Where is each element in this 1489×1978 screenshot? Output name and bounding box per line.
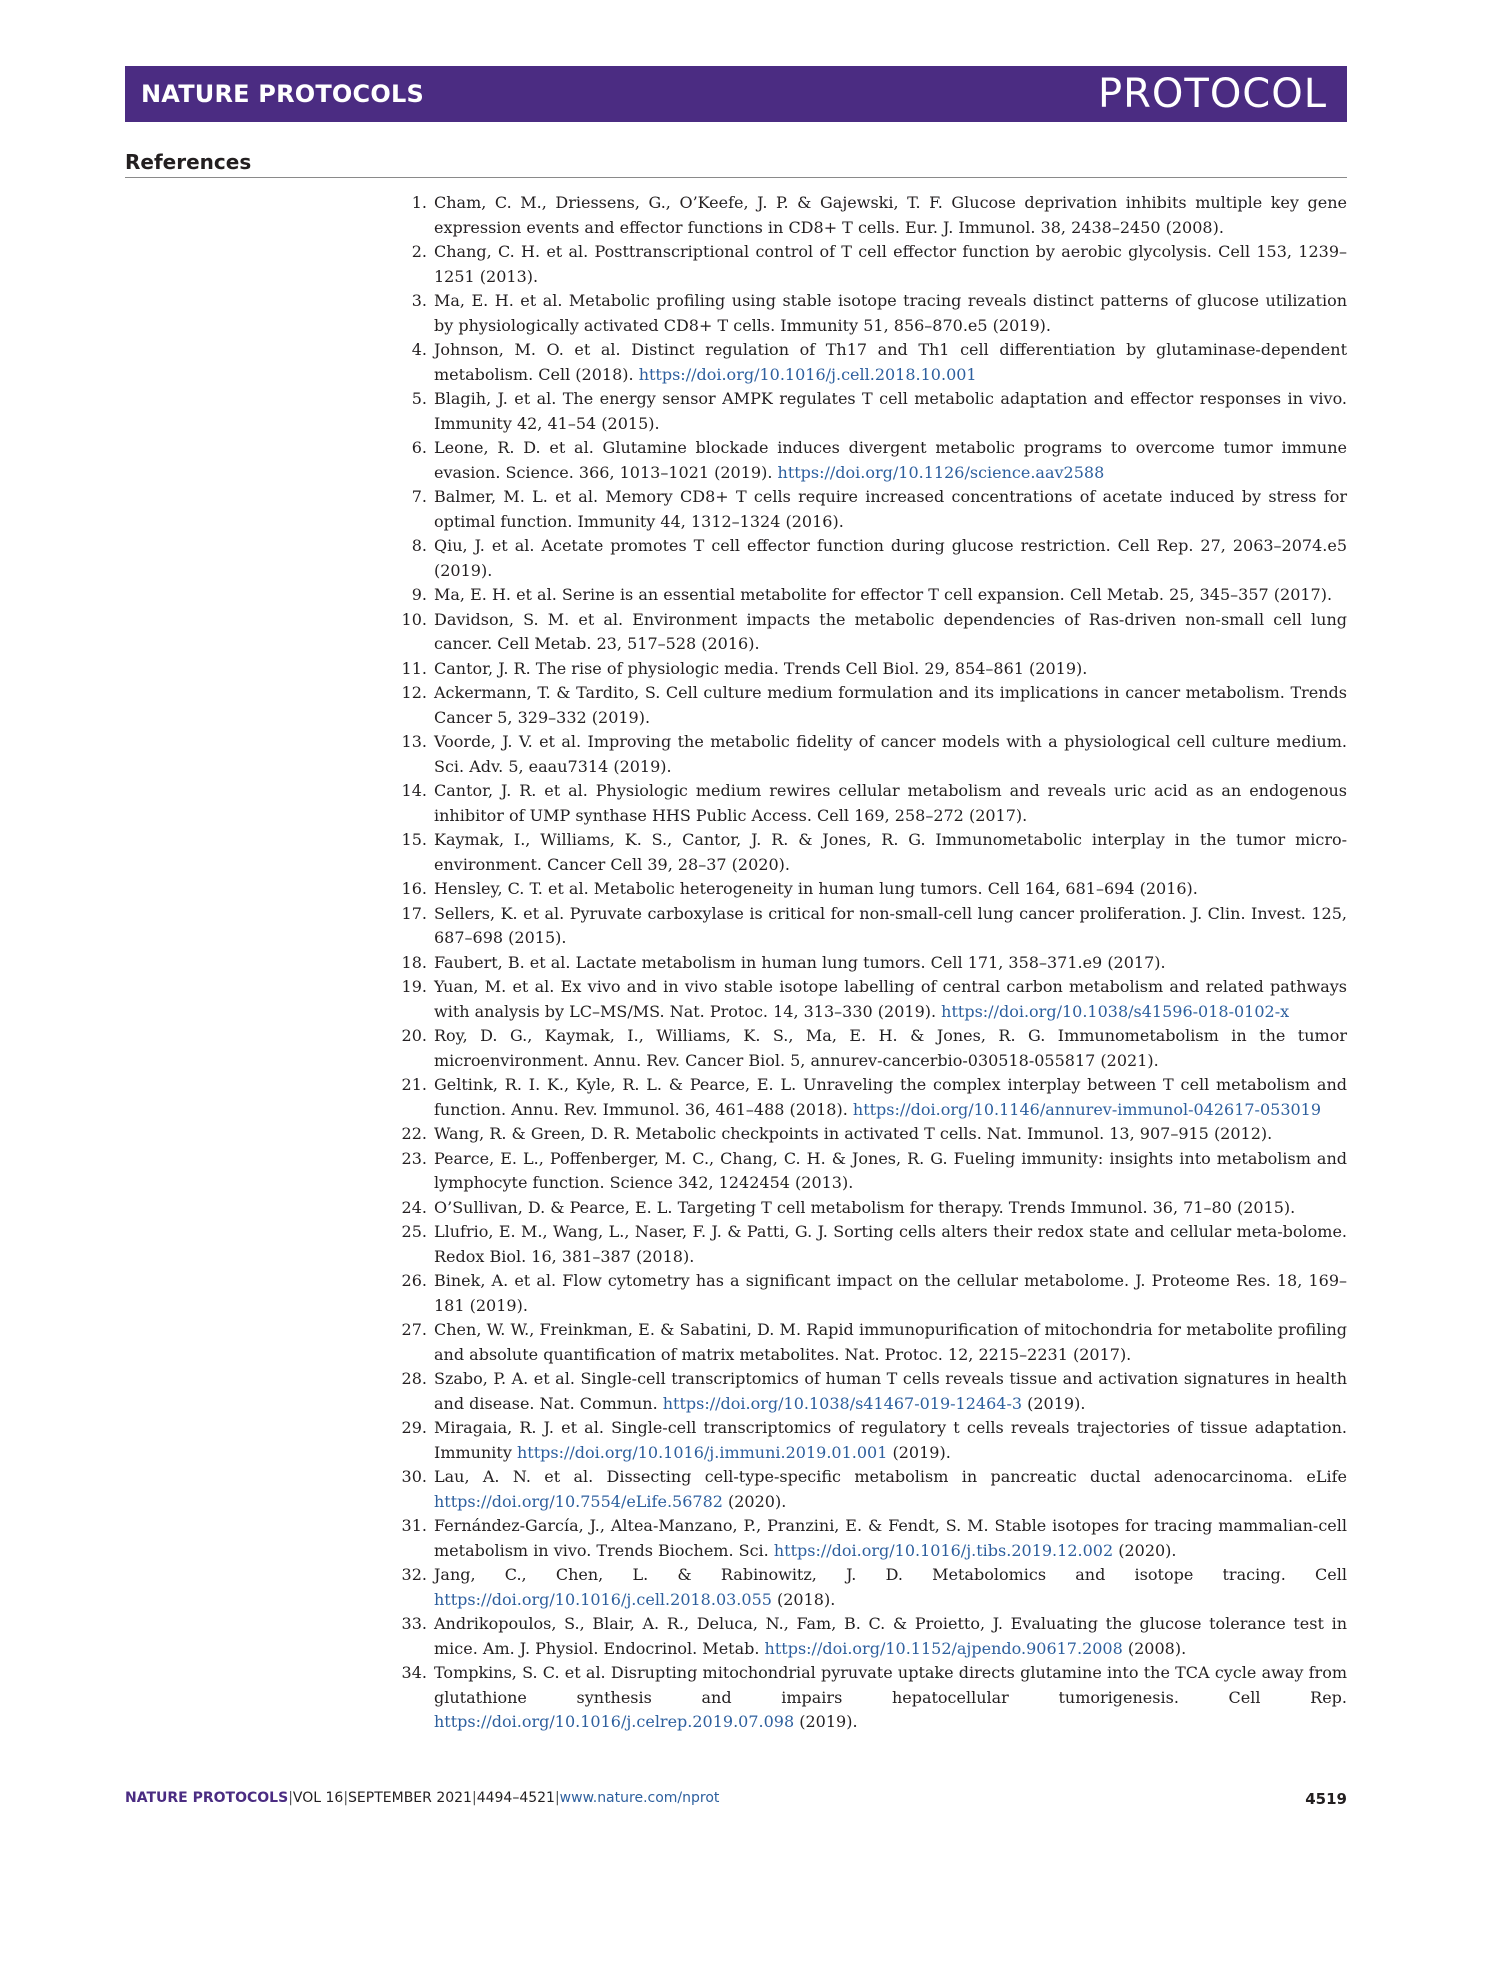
reference-number: 8. <box>411 536 427 555</box>
reference-item <box>396 1416 1347 1465</box>
reference-body <box>434 1465 1347 1514</box>
reference-body <box>434 289 1347 338</box>
footer-journal: NATURE PROTOCOLS <box>125 1790 289 1806</box>
reference-text: O’Sullivan, D. & Pearce, E. L. Targeting T cell metabolism for therapy. Trends Immunol. 36, 71–80 (2015). <box>434 1197 1296 1217</box>
reference-text: Balmer, M. L. et al. Memory CD8+ T cells require increased concentrations of acetate induced by stress for optimal function. Immunity 44, 1312–1324 (2016). <box>434 487 1347 531</box>
reference-body <box>434 951 1347 976</box>
reference-item <box>396 1220 1347 1269</box>
reference-item <box>396 730 1347 779</box>
reference-text: Yuan, M. et al. Ex vivo and in vivo stable isotope labelling of central carbon metabolism and related pathways with analysis by LC–MS/MS. Nat. Protoc. 14, 313–330 (2019). <box>434 977 1347 1021</box>
reference-number: 6. <box>411 438 427 457</box>
reference-number: 1. <box>411 193 427 212</box>
reference-body <box>434 730 1347 779</box>
reference-list <box>396 191 1347 1735</box>
reference-number: 18. <box>401 952 427 972</box>
reference-number: 3. <box>411 291 427 310</box>
reference-item <box>396 975 1347 1024</box>
journal-name: NATURE PROTOCOLS <box>141 80 424 108</box>
reference-text: Pearce, E. L., Poffenberger, M. C., Chang, C. H. & Jones, R. G. Fueling immunity: insights into metabolism and lymphocyte function. Science 342, 1242454 (2013). <box>434 1148 1347 1192</box>
reference-year: (2019). <box>1022 1393 1086 1413</box>
reference-body <box>434 681 1347 730</box>
reference-body <box>434 1024 1347 1073</box>
reference-text: Ackermann, T. & Tardito, S. Cell culture medium formulation and its implications in cancer metabolism. Trends Cancer 5, 329–332 (2019). <box>434 683 1347 727</box>
reference-item <box>396 1612 1347 1661</box>
reference-number: 22. <box>401 1124 427 1143</box>
reference-text: Hensley, C. T. et al. Metabolic heterogeneity in human lung tumors. Cell 164, 681–694 (2016). <box>434 879 1198 898</box>
reference-body <box>434 387 1347 436</box>
reference-body <box>434 240 1347 289</box>
reference-item <box>396 485 1347 534</box>
reference-number: 20. <box>401 1026 427 1045</box>
footer-url-link[interactable]: www.nature.com/nprot <box>559 1790 720 1806</box>
reference-text: Binek, A. et al. Flow cytometry has a significant impact on the cellular metabolome. J. Proteome Res. 18, 169–181 (2019). <box>434 1271 1347 1315</box>
reference-number: 14. <box>401 781 427 800</box>
reference-item <box>396 828 1347 877</box>
reference-text: Faubert, B. et al. Lactate metabolism in human lung tumors. Cell 171, 358–371.e9 (2017). <box>434 952 1166 972</box>
reference-text: Sellers, K. et al. Pyruvate carboxylase is critical for non-small-cell lung cancer proliferation. J. Clin. Invest. 125, 687–698 (2015). <box>434 903 1347 947</box>
reference-item <box>396 608 1347 657</box>
reference-body <box>434 975 1347 1024</box>
reference-year: (2020). <box>722 1491 787 1511</box>
reference-number: 10. <box>401 609 427 629</box>
reference-doi-link[interactable]: https://doi.org/10.1016/j.tibs.2019.12.002 <box>773 1540 1114 1560</box>
reference-item <box>396 1269 1347 1318</box>
reference-item <box>396 338 1347 387</box>
reference-number: 25. <box>401 1222 427 1241</box>
reference-body <box>434 828 1347 877</box>
reference-item <box>396 657 1347 682</box>
reference-text: Johnson, M. O. et al. Distinct regulation of Th17 and Th1 cell differentiation by glutaminase-dependent metabolism. Cell (2018). <box>434 340 1347 384</box>
reference-number: 24. <box>401 1197 427 1217</box>
reference-number: 30. <box>401 1467 427 1486</box>
footer-volume: VOL 16 <box>292 1790 344 1806</box>
reference-number: 19. <box>401 977 427 996</box>
footer-date: SEPTEMBER 2021 <box>348 1790 472 1806</box>
reference-text: Andrikopoulos, S., Blair, A. R., Deluca, N., Fam, B. C. & Proietto, J. Evaluating the glucose tolerance test in mice. Am. J. Physiol. Endocrinol. Metab. <box>434 1614 1347 1658</box>
reference-number: 29. <box>401 1418 427 1437</box>
reference-item <box>396 1318 1347 1367</box>
reference-doi-link[interactable]: https://doi.org/10.1016/j.celrep.2019.07.098 <box>434 1712 795 1731</box>
reference-text: Chen, W. W., Freinkman, E. & Sabatini, D. M. Rapid immunopurification of mitochondria for metabolite profiling and absolute quantification of matrix metabolites. Nat. Protoc. 12, 2215–2231 (2017). <box>434 1320 1347 1364</box>
reference-body <box>434 1318 1347 1367</box>
reference-body <box>434 1416 1347 1465</box>
reference-number: 11. <box>401 658 427 678</box>
reference-doi-link[interactable]: https://doi.org/10.1126/science.aav2588 <box>777 462 1105 482</box>
reference-body <box>434 436 1347 485</box>
reference-body <box>434 1269 1347 1318</box>
reference-text: Qiu, J. et al. Acetate promotes T cell effector function during glucose restriction. Cell Rep. 27, 2063–2074.e5 (2019). <box>434 536 1347 580</box>
reference-doi-link[interactable]: https://doi.org/10.1038/s41596-018-0102-x <box>941 1001 1290 1021</box>
reference-item <box>396 1465 1347 1514</box>
reference-text: Ma, E. H. et al. Serine is an essential metabolite for effector T cell expansion. Cell Metab. 25, 345–357 (2017). <box>434 585 1333 604</box>
reference-item <box>396 436 1347 485</box>
reference-item <box>396 240 1347 289</box>
reference-number: 27. <box>401 1320 427 1339</box>
article-type: PROTOCOL <box>1097 71 1327 117</box>
reference-number: 15. <box>401 830 427 849</box>
reference-text: Jang, C., Chen, L. & Rabinowitz, J. D. Metabolomics and isotope tracing. Cell <box>434 1565 1347 1584</box>
reference-text: Cantor, J. R. The rise of physiologic media. Trends Cell Biol. 29, 854–861 (2019). <box>434 658 1088 678</box>
reference-item <box>396 951 1347 976</box>
page-number: 4519 <box>1305 1790 1347 1808</box>
reference-body <box>434 534 1347 583</box>
reference-year: (2019). <box>887 1442 951 1462</box>
reference-item <box>396 534 1347 583</box>
reference-number: 5. <box>411 389 427 408</box>
reference-text: Roy, D. G., Kaymak, I., Williams, K. S., Ma, E. H. & Jones, R. G. Immunometabolism in the tumor microenvironment. Annu. Rev. Cancer Biol. 5, annurev-cancerbio-030518-055817 (2021). <box>434 1026 1347 1070</box>
reference-item <box>396 583 1347 608</box>
reference-year: (2019). <box>794 1712 858 1731</box>
reference-number: 34. <box>401 1663 427 1682</box>
reference-item <box>396 779 1347 828</box>
reference-number: 33. <box>401 1614 427 1633</box>
reference-item <box>396 1367 1347 1416</box>
reference-item <box>396 1514 1347 1563</box>
reference-doi-link[interactable]: https://doi.org/10.7554/eLife.56782 <box>434 1491 723 1511</box>
reference-doi-link[interactable]: https://doi.org/10.1016/j.cell.2018.03.055 <box>434 1589 772 1609</box>
reference-body <box>434 1563 1347 1612</box>
reference-number: 2. <box>411 242 427 261</box>
reference-text: Cantor, J. R. et al. Physiologic medium rewires cellular metabolism and reveals uric acid as an endogenous inhibitor of UMP synthase HHS Public Access. Cell 169, 258–272 (2017). <box>434 781 1347 825</box>
reference-year: (2008). <box>1122 1638 1187 1658</box>
reference-body <box>434 779 1347 828</box>
reference-body <box>434 1220 1347 1269</box>
reference-number: 17. <box>401 903 427 923</box>
reference-text: Davidson, S. M. et al. Environment impacts the metabolic dependencies of Ras-driven non-small cell lung cancer. Cell Metab. 23, 517–528 (2016). <box>434 609 1347 653</box>
reference-text: Lau, A. N. et al. Dissecting cell-type-specific metabolism in pancreatic ductal adenocarcinoma. eLife <box>434 1467 1347 1486</box>
reference-year: (2020). <box>1113 1540 1177 1560</box>
reference-item <box>396 1563 1347 1612</box>
reference-item <box>396 1196 1347 1221</box>
reference-number: 16. <box>401 879 427 898</box>
reference-body <box>434 1612 1347 1661</box>
reference-doi-link[interactable]: https://doi.org/10.1038/s41467-019-12464-3 <box>662 1393 1023 1413</box>
reference-item <box>396 681 1347 730</box>
reference-doi-link[interactable]: https://doi.org/10.1016/j.immuni.2019.01.001 <box>516 1442 888 1462</box>
reference-body <box>434 191 1347 240</box>
reference-item <box>396 1073 1347 1122</box>
reference-body <box>434 608 1347 657</box>
reference-number: 28. <box>401 1369 427 1388</box>
reference-text: Fernández-García, J., Altea-Manzano, P., Pranzini, E. & Fendt, S. M. Stable isotopes for tracing mammalian-cell metabolism in vivo. Trends Biochem. Sci. <box>434 1516 1347 1560</box>
reference-number: 31. <box>401 1516 427 1535</box>
reference-body <box>434 657 1347 682</box>
reference-text: Cham, C. M., Driessens, G., O’Keefe, J. P. & Gajewski, T. F. Glucose deprivation inhibits multiple key gene expression events and effector functions in CD8+ T cells. Eur. J. Immunol. 38, 2438–2450 (2008). <box>434 193 1347 237</box>
reference-text: Kaymak, I., Williams, K. S., Cantor, J. R. & Jones, R. G. Immunometabolic interplay in the tumor micro-environment. Cancer Cell 39, 28–37 (2020). <box>434 830 1347 874</box>
reference-number: 32. <box>401 1565 427 1584</box>
reference-body <box>434 1661 1347 1735</box>
reference-item <box>396 1122 1347 1147</box>
footer-citation: NATURE PROTOCOLS|VOL 16|SEPTEMBER 2021|4494–4521|www.nature.com/nprot <box>125 1790 720 1806</box>
reference-number: 4. <box>411 340 427 359</box>
reference-year: (2018). <box>771 1589 836 1609</box>
reference-text: Szabo, P. A. et al. Single-cell transcriptomics of human T cells reveals tissue and activation signatures in health and disease. Nat. Commun. <box>434 1369 1347 1413</box>
reference-number: 21. <box>401 1075 427 1094</box>
reference-text: Leone, R. D. et al. Glutamine blockade induces divergent metabolic programs to overcome tumor immune evasion. Science. 366, 1013–1021 (2019). <box>434 438 1347 482</box>
reference-text: Chang, C. H. et al. Posttranscriptional control of T cell effector function by aerobic glycolysis. Cell 153, 1239–1251 (2013). <box>434 242 1347 286</box>
reference-item <box>396 289 1347 338</box>
reference-number: 26. <box>401 1271 427 1290</box>
reference-item <box>396 1147 1347 1196</box>
reference-number: 12. <box>401 683 427 702</box>
reference-body <box>434 1147 1347 1196</box>
reference-doi-link[interactable]: https://doi.org/10.1152/ajpendo.90617.2008 <box>764 1638 1123 1658</box>
reference-item <box>396 1024 1347 1073</box>
reference-number: 13. <box>401 732 427 751</box>
reference-text: Ma, E. H. et al. Metabolic profiling using stable isotope tracing reveals distinct patterns of glucose utilization by physiologically activated CD8+ T cells. Immunity 51, 856–870.e5 (2019). <box>434 291 1347 335</box>
reference-body <box>434 485 1347 534</box>
reference-body <box>434 1122 1347 1147</box>
reference-text: Tompkins, S. C. et al. Disrupting mitochondrial pyruvate uptake directs glutamine into the TCA cycle away from glutathione synthesis and impairs hepatocellular tumorigenesis. Cell Rep. <box>434 1663 1347 1707</box>
reference-number: 23. <box>401 1148 427 1168</box>
reference-body <box>434 1514 1347 1563</box>
page-footer <box>125 1790 1347 1808</box>
journal-header-bar <box>125 66 1347 122</box>
reference-item <box>396 387 1347 436</box>
reference-text: Blagih, J. et al. The energy sensor AMPK regulates T cell metabolic adaptation and effector responses in vivo. Immunity 42, 41–54 (2015). <box>434 389 1347 433</box>
reference-body <box>434 338 1347 387</box>
reference-number: 9. <box>411 585 427 604</box>
reference-body <box>434 583 1347 608</box>
reference-item <box>396 877 1347 902</box>
section-title: References <box>125 150 1347 178</box>
reference-text: Geltink, R. I. K., Kyle, R. L. & Pearce, E. L. Unraveling the complex interplay between T cell metabolism and function. Annu. Rev. Immunol. 36, 461–488 (2018). <box>434 1075 1347 1119</box>
reference-body <box>434 1196 1347 1221</box>
reference-body <box>434 877 1347 902</box>
reference-text: Voorde, J. V. et al. Improving the metabolic fidelity of cancer models with a physiological cell culture medium. Sci. Adv. 5, eaau7314 (2019). <box>434 732 1347 776</box>
reference-body <box>434 1073 1347 1122</box>
reference-item <box>396 902 1347 951</box>
reference-doi-link[interactable]: https://doi.org/10.1016/j.cell.2018.10.001 <box>638 364 977 384</box>
reference-text: Llufrio, E. M., Wang, L., Naser, F. J. & Patti, G. J. Sorting cells alters their redox state and cellular meta-bolome. Redox Biol. 16, 381–387 (2018). <box>434 1222 1347 1266</box>
footer-pages: 4494–4521 <box>476 1790 555 1806</box>
reference-text: Wang, R. & Green, D. R. Metabolic checkpoints in activated T cells. Nat. Immunol. 13, 907–915 (2012). <box>434 1124 1273 1143</box>
reference-item <box>396 1661 1347 1735</box>
reference-number: 7. <box>411 487 427 506</box>
reference-doi-link[interactable]: https://doi.org/10.1146/annurev-immunol-042617-053019 <box>852 1099 1322 1119</box>
reference-body <box>434 1367 1347 1416</box>
reference-text: Miragaia, R. J. et al. Single-cell transcriptomics of regulatory t cells reveals trajectories of tissue adaptation. Immunity <box>434 1418 1347 1462</box>
reference-item <box>396 191 1347 240</box>
reference-body <box>434 902 1347 951</box>
